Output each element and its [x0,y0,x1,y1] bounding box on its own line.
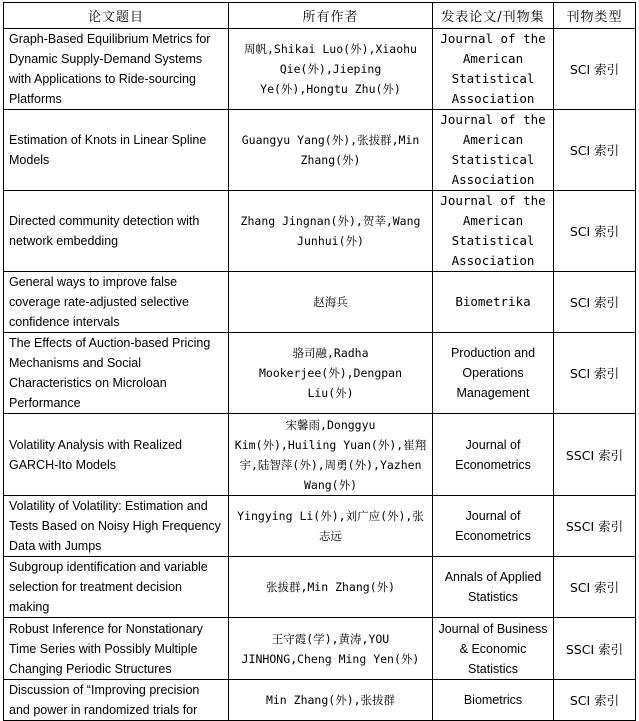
index-type: SCI 索引 [554,272,636,333]
table-row [4,272,636,333]
table-row [4,110,636,191]
table-row [4,496,636,557]
paper-authors: Guangyu Yang(外),张拔群,Min Zhang(外) [229,110,433,191]
header-title: 论文题目 [4,3,229,29]
paper-authors: 宋馨雨,Donggyu Kim(外),Huiling Yuan(外),崔翔宇,陆智萍(外),周勇(外),Yazhen Wang(外) [229,414,433,496]
paper-title: Robust Inference for Nonstationary Time Series with Possibly Multiple Changing Periodic Structures [4,618,229,680]
paper-authors: Yingying Li(外),刘广应(外),张志远 [229,496,433,557]
index-type: SSCI 索引 [554,618,636,680]
table-row [4,333,636,414]
table-row [4,680,636,721]
paper-authors: 王守霞(学),黄涛,YOU JINHONG,Cheng Ming Yen(外) [229,618,433,680]
index-type: SCI 索引 [554,557,636,618]
index-type: SCI 索引 [554,333,636,414]
paper-authors: 周帆,Shikai Luo(外),Xiaohu Qie(外),Jieping Ye(外),Hongtu Zhu(外) [229,29,433,110]
paper-journal: Annals of Applied Statistics [433,557,554,618]
header-authors: 所有作者 [229,3,433,29]
paper-authors: Min Zhang(外),张拔群 [229,680,433,721]
table-row [4,618,636,680]
paper-title: Graph-Based Equilibrium Metrics for Dynamic Supply-Demand Systems with Applications to Ride-sourcing Platforms [4,29,229,110]
paper-title: Directed community detection with network embedding [4,191,229,272]
table-row [4,557,636,618]
paper-title: Subgroup identification and variable selection for treatment decision making [4,557,229,618]
paper-authors: 赵海兵 [229,272,433,333]
index-type: SCI 索引 [554,110,636,191]
table-row [4,29,636,110]
paper-authors: 张拔群,Min Zhang(外) [229,557,433,618]
paper-title: Volatility of Volatility: Estimation and Tests Based on Noisy High Frequency Data with Jumps [4,496,229,557]
paper-journal: Biometrika [433,272,554,333]
paper-authors: 骆司融,Radha Mookerjee(外),Dengpan Liu(外) [229,333,433,414]
paper-journal: Journal of the American Statistical Association [433,191,554,272]
paper-title: The Effects of Auction-based Pricing Mechanisms and Social Characteristics on Microloan Performance [4,333,229,414]
index-type: SCI 索引 [554,191,636,272]
paper-journal: Journal of the American Statistical Association [433,29,554,110]
paper-journal: Production and Operations Management [433,333,554,414]
header-row [4,3,636,29]
paper-journal: Journal of Econometrics [433,414,554,496]
paper-title: General ways to improve false coverage rate-adjusted selective confidence intervals [4,272,229,333]
paper-title: Volatility Analysis with Realized GARCH-Ito Models [4,414,229,496]
paper-journal: Journal of the American Statistical Association [433,110,554,191]
paper-journal: Journal of Econometrics [433,496,554,557]
paper-journal: Journal of Business & Economic Statistics [433,618,554,680]
paper-authors: Zhang Jingnan(外),贺莘,Wang Junhui(外) [229,191,433,272]
index-type: SCI 索引 [554,29,636,110]
index-type: SSCI 索引 [554,496,636,557]
table-row [4,191,636,272]
paper-title: Discussion of “Improving precision and power in randomized trials for [4,680,229,721]
index-type: SSCI 索引 [554,414,636,496]
header-type: 刊物类型 [554,3,636,29]
paper-journal: Biometrics [433,680,554,721]
table-row [4,414,636,496]
index-type: SCI 索引 [554,680,636,721]
paper-title: Estimation of Knots in Linear Spline Models [4,110,229,191]
header-journal: 发表论文/刊物集 [433,3,554,29]
publications-table [3,2,636,721]
